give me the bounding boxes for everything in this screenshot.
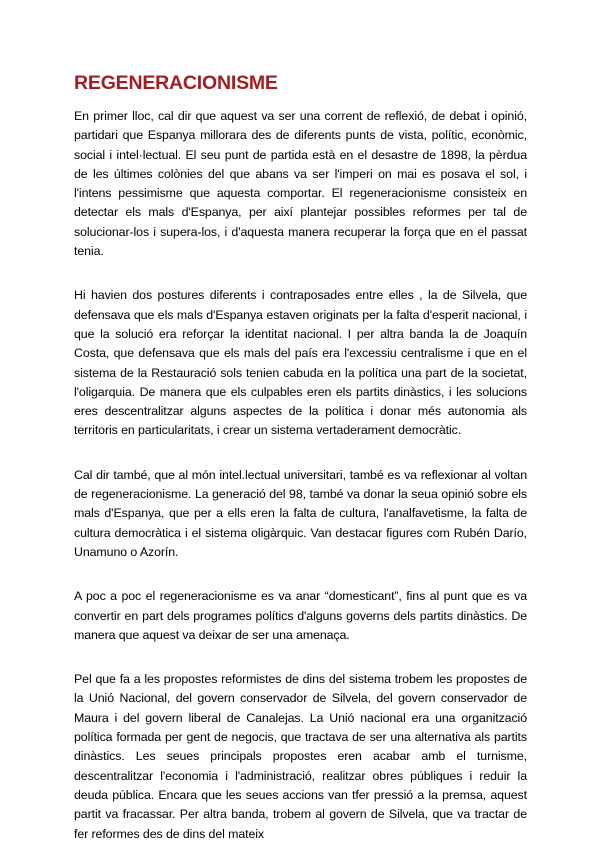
paragraph-2: Hi havien dos postures diferents i contraposades entre elles , la de Silvela, que defensava que els mals d'Espanya estaven originats per la falta d'esperit nacional, i que la solució era reforçar la identitat nacional. I per altra banda la de Joaquín Costa, que defensava que els mals del país era l'excessiu centralisme i que en el sistema de la Restauració sols tenien cabuda en la política una part de la societat, l'oligarquia. De manera que els culpables eren els partits dinàstics, i les solucions eres descentralitzar alguns aspectes de la política i donar més autonomia als territoris en particularitats, i crear un sistema vertaderament democràtic. [74,288,527,438]
paragraph-5: Pel que fa a les propostes reformistes de dins del sistema trobem les propostes de la Unió Nacional, del govern conservador de Silvela, del govern conservador de Maura i del govern liberal de Canalejas. La Unió nacional era una organització política formada per gent de negocis, que tractava de ser una alternativa als partits dinàstics. Les seues principals propostes eren acabar amb el turnisme, descentralitzar l'economia i l'administració, realitzar obres públiques i reduir la deuda pública. Encara que les seues accions van tfer pressió a la premsa, aquest partit va fracassar. Per altra banda, trobem al govern de Silvela, que va tractar de fer reformes des de dins del mateix [74,672,527,841]
paragraph-1: En primer lloc, cal dir que aquest va ser una corrent de reflexió, de debat i opinió, partidari que Espanya millorara des de diferents punts de vista, polític, econòmic, social i intel·lectual. El seu punt de partida està en el desastre de 1898, la pèrdua de les últimes colònies del que abans va ser l'imperi on mai es posava el sol, i l'intens pessimisme que aquesta comportar. El regeneracionisme consisteix en detectar els mals d'Espanya, per així plantejar possibles reformes per tal de solucionar-los i supera-los, i d'aquesta manera recuperar la força que en el passat tenia. [74,109,527,259]
document-body [74,107,527,844]
paragraph-4: A poc a poc el regeneracionisme es va anar “domesticant”, fins al punt que es va convertir en part dels programes polítics d'alguns governs dels partits dinàstics. De manera que aquest va deixar de ser una amenaça. [74,589,527,642]
page-title: REGENERACIONISME [74,72,278,94]
paragraph-3: Cal dir també, que al món intel.lectual universitari, també es va reflexionar al voltan de regeneracionisme. La generació del 98, també va donar la seua opinió sobre els mals d'Espanya, que per a ells eren la falta de cultura, l'analfavetisme, la falta de cultura democràtica i el sistema oligàrquic. Van destacar figures com Rubén Darío, Unamuno o Azorín. [74,467,527,559]
